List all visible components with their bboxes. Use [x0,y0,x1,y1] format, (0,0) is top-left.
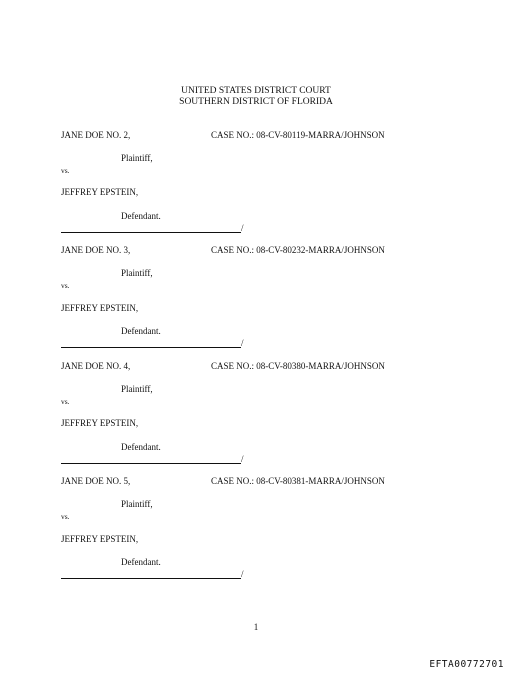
defendant-role: Defendant. [121,326,161,336]
plaintiff-role: Plaintiff, [121,268,153,278]
court-district: SOUTHERN DISTRICT OF FLORIDA [179,97,333,107]
plaintiff-role: Plaintiff, [121,153,153,163]
plaintiff-role: Plaintiff, [121,499,153,509]
versus-label: vs. [61,166,70,175]
caption-rule [61,347,241,348]
caption-slash: / [241,454,244,464]
court-name: UNITED STATES DISTRICT COURT [181,86,331,96]
caption-rule [61,232,241,233]
plaintiff-name: JANE DOE NO. 5, [61,476,131,486]
case-number: CASE NO.: 08-CV-80380-MARRA/JOHNSON [211,361,385,371]
caption-rule [61,463,241,464]
versus-label: vs. [61,397,70,406]
defendant-role: Defendant. [121,557,161,567]
defendant-role: Defendant. [121,442,161,452]
case-number: CASE NO.: 08-CV-80381-MARRA/JOHNSON [211,476,385,486]
defendant-name: JEFFREY EPSTEIN, [61,187,139,197]
caption-slash: / [241,338,244,348]
plaintiff-name: JANE DOE NO. 2, [61,130,131,140]
plaintiff-name: JANE DOE NO. 4, [61,361,131,371]
caption-slash: / [241,569,244,579]
defendant-role: Defendant. [121,211,161,221]
bates-number: EFTA00772701 [429,659,504,670]
case-number: CASE NO.: 08-CV-80232-MARRA/JOHNSON [211,245,385,255]
defendant-name: JEFFREY EPSTEIN, [61,303,139,313]
caption-rule [61,578,241,579]
page-number: 1 [253,622,259,632]
defendant-name: JEFFREY EPSTEIN, [61,534,139,544]
caption-slash: / [241,223,244,233]
plaintiff-name: JANE DOE NO. 3, [61,245,131,255]
defendant-name: JEFFREY EPSTEIN, [61,418,139,428]
versus-label: vs. [61,281,70,290]
plaintiff-role: Plaintiff, [121,384,153,394]
versus-label: vs. [61,512,70,521]
case-number: CASE NO.: 08-CV-80119-MARRA/JOHNSON [211,130,385,140]
